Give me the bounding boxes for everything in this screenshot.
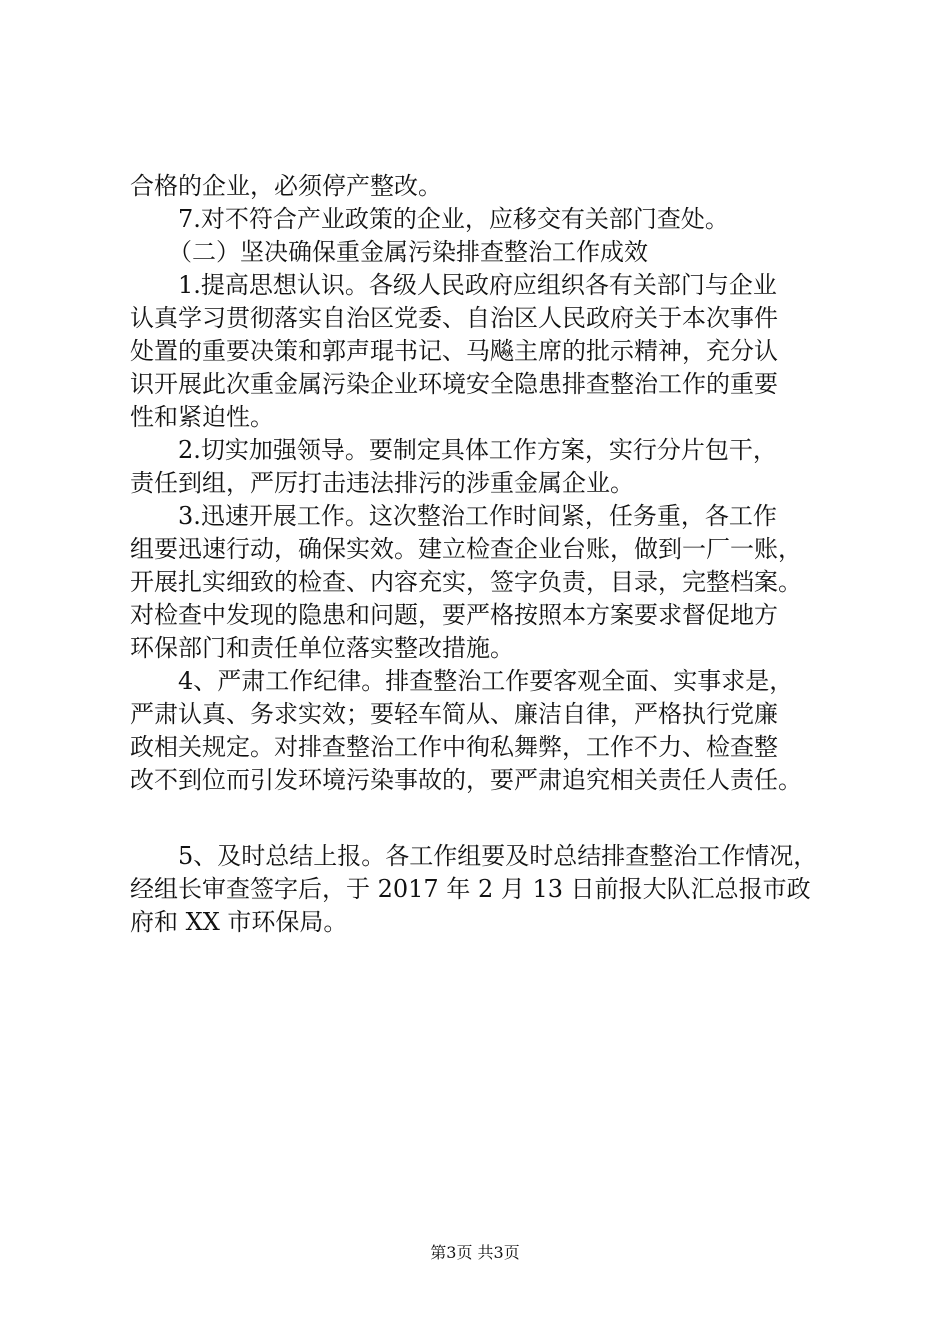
document-body	[130, 170, 846, 939]
text-line: 府和 XX 市环保局。	[130, 908, 348, 936]
text-line: 处置的重要决策和郭声琨书记、马飚主席的批示精神，充分认	[130, 337, 778, 365]
text-line: 合格的企业，必须停产整改。	[130, 172, 442, 200]
section-heading: （二）坚决确保重金属污染排查整治工作成效	[168, 238, 648, 266]
text-line: 组要迅速行动，确保实效。建立检查企业台账，做到一厂一账，	[130, 535, 802, 563]
text-line: 经组长审查签字后，于 2017 年 2 月 13 日前报大队汇总报市政	[130, 875, 811, 903]
text-line: 性和紧迫性。	[130, 403, 274, 431]
text-line: 1.提高思想认识。各级人民政府应组织各有关部门与企业	[178, 271, 777, 299]
text-line: 开展扎实细致的检查、内容充实，签字负责，目录，完整档案。	[130, 568, 802, 596]
text-line: 严肃认真、务求实效；要轻车简从、廉洁自律，严格执行党廉	[130, 700, 778, 728]
text-line: 对检查中发现的隐患和问题，要严格按照本方案要求督促地方	[130, 601, 778, 629]
text-line: 5、及时总结上报。各工作组要及时总结排查整治工作情况，	[178, 842, 818, 870]
text-line: 4、严肃工作纪律。排查整治工作要客观全面、实事求是，	[178, 667, 794, 695]
text-line: 识开展此次重金属污染企业环境安全隐患排查整治工作的重要	[130, 370, 778, 398]
text-line: 认真学习贯彻落实自治区党委、自治区人民政府关于本次事件	[130, 304, 778, 332]
text-line: 2.切实加强领导。要制定具体工作方案，实行分片包干，	[178, 436, 777, 464]
text-line: 环保部门和责任单位落实整改措施。	[130, 634, 514, 662]
paragraph-gap	[130, 797, 846, 840]
text-line: 责任到组，严厉打击违法排污的涉重金属企业。	[130, 469, 634, 497]
text-line: 3.迅速开展工作。这次整治工作时间紧，任务重，各工作	[178, 502, 777, 530]
text-line: 7.对不符合产业政策的企业，应移交有关部门查处。	[178, 205, 729, 233]
page-number-footer: 第3页 共3页	[430, 1243, 520, 1262]
text-line: 改不到位而引发环境污染事故的，要严肃追究相关责任人责任。	[130, 766, 802, 794]
text-line: 政相关规定。对排查整治工作中徇私舞弊，工作不力、检查整	[130, 733, 778, 761]
